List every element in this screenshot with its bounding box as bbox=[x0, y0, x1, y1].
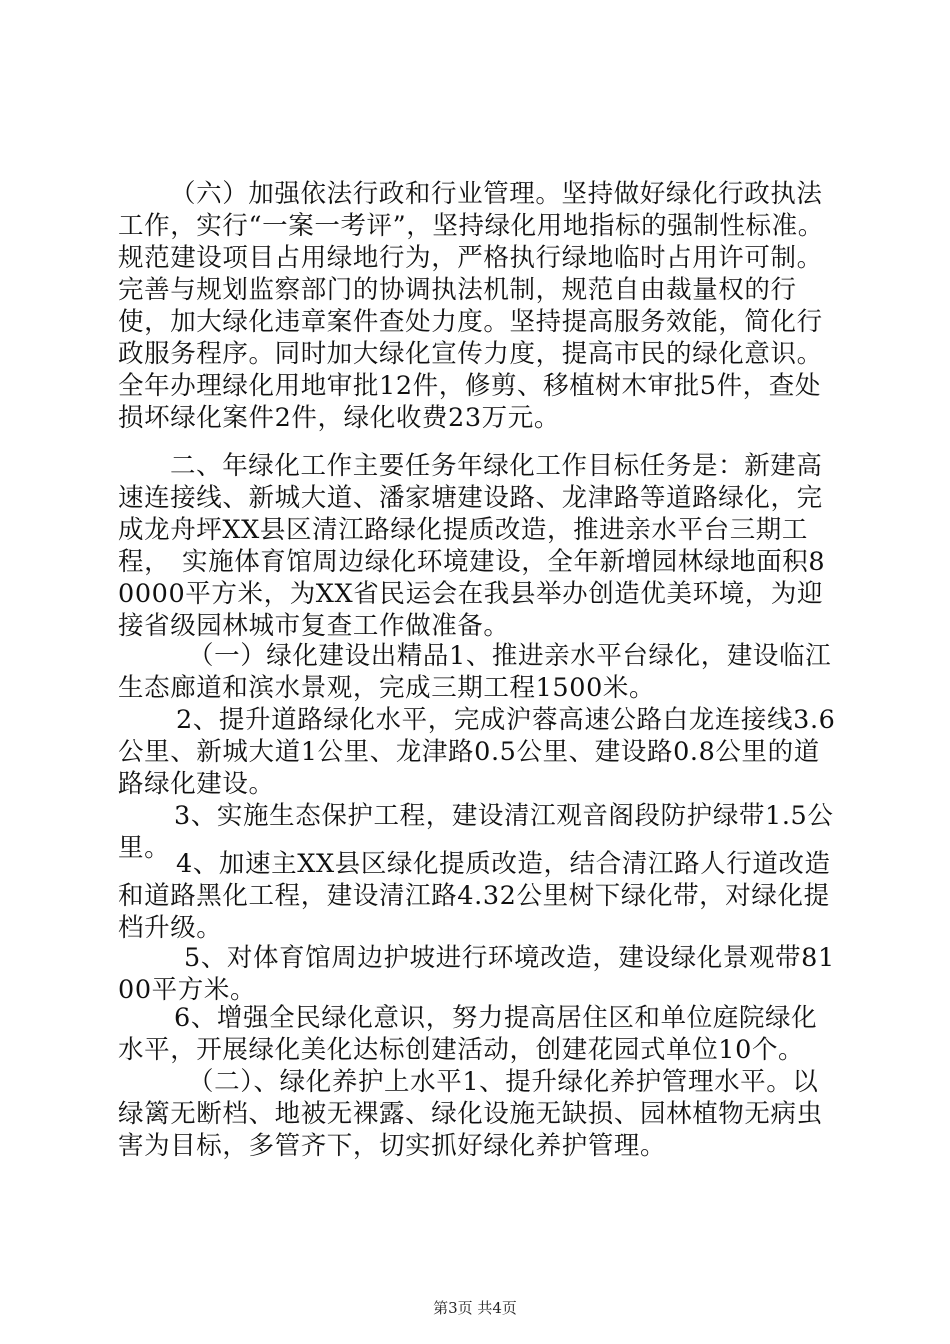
paragraph-ecological-protection: 3、实施生态保护工程，建设清江观音阁段防护绿带1.5公里。 bbox=[118, 801, 834, 863]
paragraph-road-greening: 2、提升道路绿化水平，完成沪蓉高速公路白龙连接线3.6公里、新城大道1公里、龙津路0.5公里、建设路0.8公里的道路绿化建设。 bbox=[118, 705, 836, 799]
paragraph-construction-quality: （一）绿化建设出精品1、推进亲水平台绿化，建设临江生态廊道和滨水景观，完成三期工程1500米。 bbox=[118, 641, 832, 703]
paragraph-urban-upgrade: 4、加速主XX县区绿化提质改造，结合清江路人行道改造和道路黑化工程，建设清江路4.32公里树下绿化带，对绿化提档升级。 bbox=[118, 849, 831, 943]
paragraph-stadium-greening: 实施体育馆周边绿化环境建设，全年新增园林绿地面积80000平方米，为XX省民运会在我县举办创造优美环境，为迎接省级园林城市复查工作做准备。 bbox=[118, 547, 826, 641]
page-footer: 第3页 共4页 bbox=[433, 1299, 517, 1317]
paragraph-main-tasks: 二、年绿化工作主要任务年绿化工作目标任务是：新建高速连接线、新城大道、潘家塘建设路、龙津路等道路绿化，完成龙舟坪XX县区清江路绿化提质改造，推进亲水平台三期工程， bbox=[118, 451, 823, 577]
paragraph-administration: （六）加强依法行政和行业管理。坚持做好绿化行政执法工作，实行“一案一考评”，坚持绿化用地指标的强制性标准。规范建设项目占用绿地行为，严格执行绿地临时占用许可制。完善与规划监察部门的协调执法机制，规范自由裁量权的行使，加大绿化违章案件查处力度。坚持提高服务效能，简化行政服务程序。同时加大绿化宣传力度，提高市民的绿化意识。全年办理绿化用地审批12件，修剪、移植树木审批5件，查处损坏绿化案件2件，绿化收费23万元。 bbox=[118, 179, 824, 433]
paragraph-public-awareness: 6、增强全民绿化意识，努力提高居住区和单位庭院绿化水平，开展绿化美化达标创建活动，创建花园式单位10个。 bbox=[118, 1003, 818, 1065]
paragraph-maintenance: （二）、绿化养护上水平1、提升绿化养护管理水平。以绿篱无断档、地被无裸露、绿化设施无缺损、园林植物无病虫害为目标，多管齐下，切实抓好绿化养护管理。 bbox=[118, 1067, 823, 1161]
paragraph-slope-improvement: 5、对体育馆周边护坡进行环境改造，建设绿化景观带8100平方米。 bbox=[118, 943, 835, 1005]
